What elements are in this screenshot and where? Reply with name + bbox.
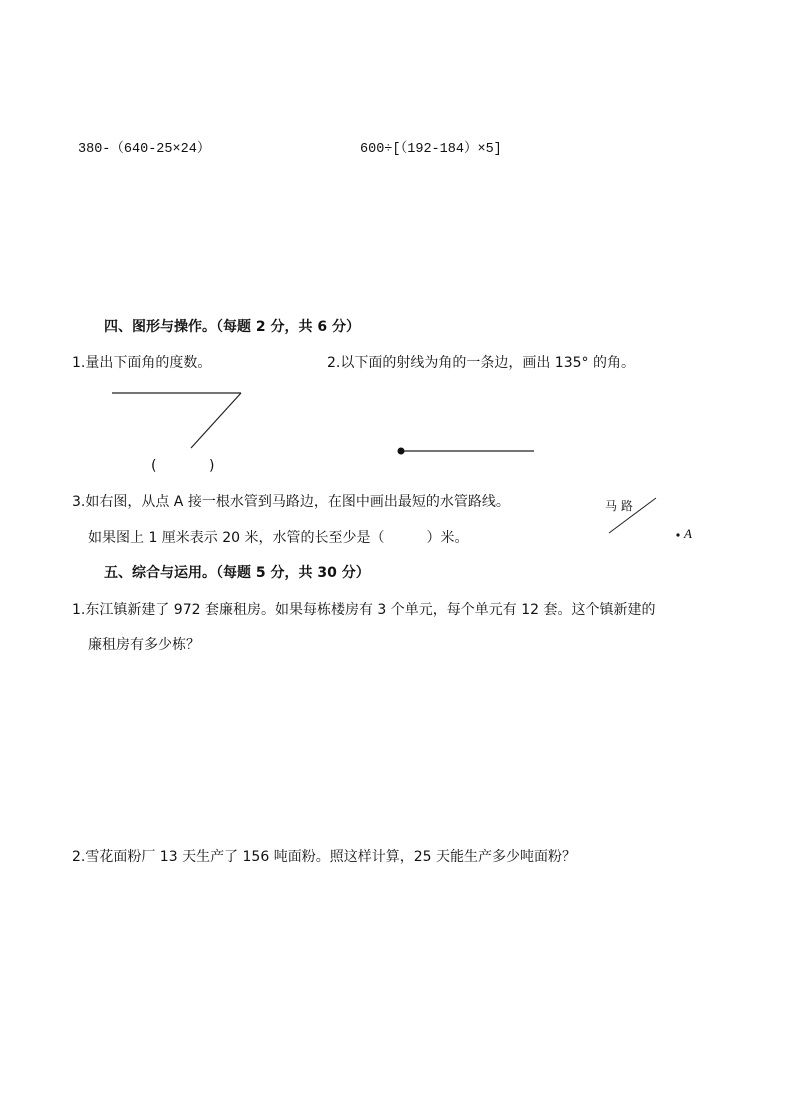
question-4-1: 1.量出下面角的度数。 (72, 355, 212, 371)
section-4-heading: 四、图形与操作。（每题 2 分，共 6 分） (104, 319, 360, 335)
question-5-1-line-1: 1.东江镇新建了 972 套廉租房。如果每栋楼房有 3 个单元，每个单元有 12 套。这个镇新建的 (72, 602, 656, 618)
road-label: 马 路 (605, 499, 633, 513)
answer-paren-left: ( (151, 458, 157, 474)
question-4-3-line-2: 如果图上 1 厘米表示 20 米，水管的长至少是（ ）米。 (88, 530, 469, 546)
question-4-3-line-1: 3.如右图，从点 A 接一根水管到马路边，在图中画出最短的水管路线。 (72, 494, 510, 510)
section-5-heading: 五、综合与运用。（每题 5 分，共 30 分） (104, 565, 370, 581)
question-5-2: 2.雪花面粉厂 13 天生产了 156 吨面粉。照这样计算，25 天能生产多少吨面粉？ (72, 849, 576, 865)
question-4-2: 2.以下面的射线为角的一条边，画出 135° 的角。 (327, 355, 635, 371)
question-5-1-line-2: 廉租房有多少栋？ (88, 637, 200, 653)
point-a-dot (676, 533, 679, 536)
point-a-label: A (684, 526, 692, 541)
expression-2: 600÷[（192-184）×5] (360, 142, 502, 157)
expression-1: 380-（640-25×24） (78, 142, 211, 157)
answer-paren-right: ) (209, 458, 215, 474)
